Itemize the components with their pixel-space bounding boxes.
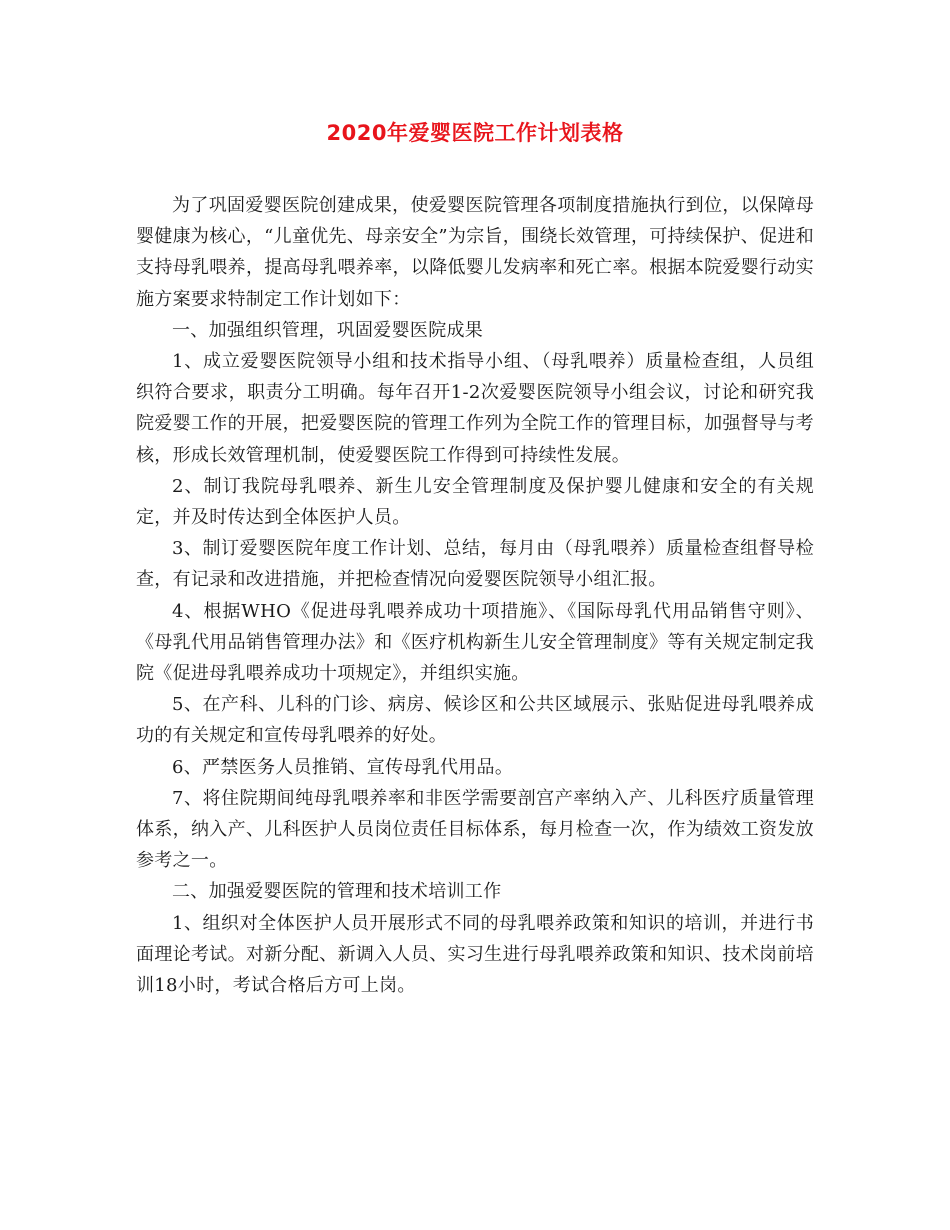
section-heading-1: 一、加强组织管理，巩固爱婴医院成果 [172,319,484,341]
paragraph: 6、严禁医务人员推销、宣传母乳代用品。 [172,756,514,778]
section-heading-2: 二、加强爱婴医院的管理和技术培训工作 [172,881,502,903]
paragraph-intro: 为了巩固爱婴医院创建成果，使爱婴医院管理各项制度措施执行到位，以保障母婴健康为核心，“儿童优先、母亲安全”为宗旨，围绕长效管理，可持续保护、促进和支持母乳喂养，提高母乳喂养率，以降低婴儿发病率和死亡率。根据本院爱婴行动实施方案要求特制定工作计划如下： [136,195,814,310]
paragraph: 1、成立爱婴医院领导小组和技术指导小组、（母乳喂养）质量检查组，人员组织符合要求，职责分工明确。每年召开1-2次爱婴医院领导小组会议，讨论和研究我院爱婴工作的开展，把爱婴医院的管理工作列为全院工作的管理目标，加强督导与考核，形成长效管理机制，使爱婴医院工作得到可持续性发展。 [136,351,814,466]
paragraph: 5、在产科、儿科的门诊、病房、候诊区和公共区域展示、张贴促进母乳喂养成功的有关规定和宣传母乳喂养的好处。 [136,694,814,747]
paragraph: 2、制订我院母乳喂养、新生儿安全管理制度及保护婴儿健康和安全的有关规定，并及时传达到全体医护人员。 [136,475,814,529]
document-title: 2020年爱婴医院工作计划表格 [326,121,624,145]
paragraph: 3、制订爱婴医院年度工作计划、总结，每月由（母乳喂养）质量检查组督导检查，有记录和改进措施，并把检查情况向爱婴医院领导小组汇报。 [136,538,814,591]
document-body [136,190,814,1001]
paragraph: 1、组织对全体医护人员开展形式不同的母乳喂养政策和知识的培训，并进行书面理论考试。对新分配、新调入人员、实习生进行母乳喂养政策和知识、技术岗前培训18小时，考试合格后方可上岗。 [136,912,814,997]
paragraph: 4、根据WHO《促进母乳喂养成功十项措施》、《国际母乳代用品销售守则》、《母乳代用品销售管理办法》和《医疗机构新生儿安全管理制度》等有关规定制定我院《促进母乳喂养成功十项规定》，并组织实施。 [136,600,814,685]
paragraph: 7、将住院期间纯母乳喂养率和非医学需要剖宫产率纳入产、儿科医疗质量管理体系，纳入产、儿科医护人员岗位责任目标体系，每月检查一次，作为绩效工资发放参考之一。 [136,787,814,872]
